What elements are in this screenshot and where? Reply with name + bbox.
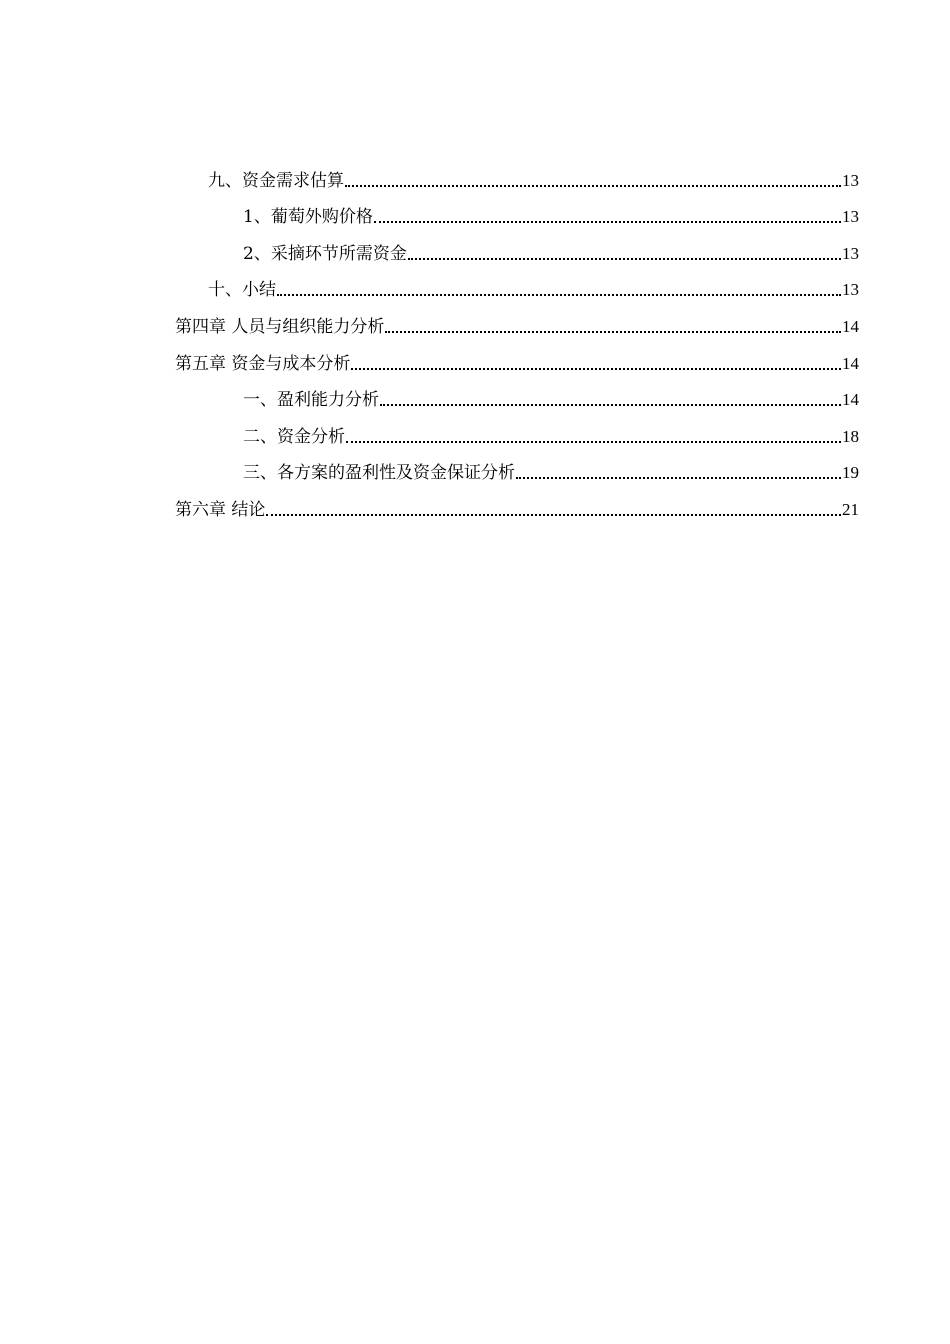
toc-entry-title: 1、葡萄外购价格 xyxy=(243,207,373,228)
toc-entry-title: 三、各方案的盈利性及资金保证分析 xyxy=(243,463,515,484)
toc-entry-title: 九、资金需求估算 xyxy=(208,170,344,191)
toc-entry[interactable] xyxy=(175,449,859,486)
toc-entry-title: 第六章 结论 xyxy=(175,499,266,520)
toc-page-number: 14 xyxy=(842,390,859,410)
toc-entry[interactable] xyxy=(175,412,859,449)
toc-dot-leader xyxy=(277,294,841,296)
toc-dot-leader xyxy=(408,258,841,260)
toc-entry[interactable] xyxy=(175,302,859,339)
toc-dot-leader xyxy=(374,221,841,223)
toc-dot-leader xyxy=(345,185,841,187)
toc-page-number: 13 xyxy=(842,243,859,263)
toc-dot-leader xyxy=(346,441,841,443)
toc-page-number: 21 xyxy=(842,499,859,519)
toc-dot-leader xyxy=(516,477,841,479)
toc-entry[interactable] xyxy=(175,193,859,230)
toc-page-number: 18 xyxy=(842,426,859,446)
toc-page-number: 13 xyxy=(842,207,859,227)
toc-entry[interactable] xyxy=(175,485,859,522)
toc-page-number: 13 xyxy=(842,280,859,300)
toc-entry[interactable] xyxy=(175,156,859,193)
toc-dot-leader xyxy=(266,514,841,516)
toc-entry[interactable] xyxy=(175,266,859,303)
toc-entry-title: 2、采摘环节所需资金 xyxy=(243,243,407,264)
toc-entry[interactable] xyxy=(175,376,859,413)
toc-dot-leader xyxy=(385,331,841,333)
toc-entry-title: 十、小结 xyxy=(208,280,276,301)
toc-page-number: 14 xyxy=(842,353,859,373)
toc-entry-title: 第四章 人员与组织能力分析 xyxy=(175,316,385,337)
toc-page-number: 13 xyxy=(842,170,859,190)
toc-page-number: 19 xyxy=(842,463,859,483)
table-of-contents xyxy=(175,156,859,522)
toc-dot-leader xyxy=(380,404,841,406)
toc-entry[interactable] xyxy=(175,339,859,376)
toc-dot-leader xyxy=(351,368,841,370)
toc-entry-title: 第五章 资金与成本分析 xyxy=(175,353,351,374)
toc-entry-title: 二、资金分析 xyxy=(243,426,345,447)
toc-page-number: 14 xyxy=(842,316,859,336)
toc-entry-title: 一、盈利能力分析 xyxy=(243,390,379,411)
toc-entry[interactable] xyxy=(175,229,859,266)
